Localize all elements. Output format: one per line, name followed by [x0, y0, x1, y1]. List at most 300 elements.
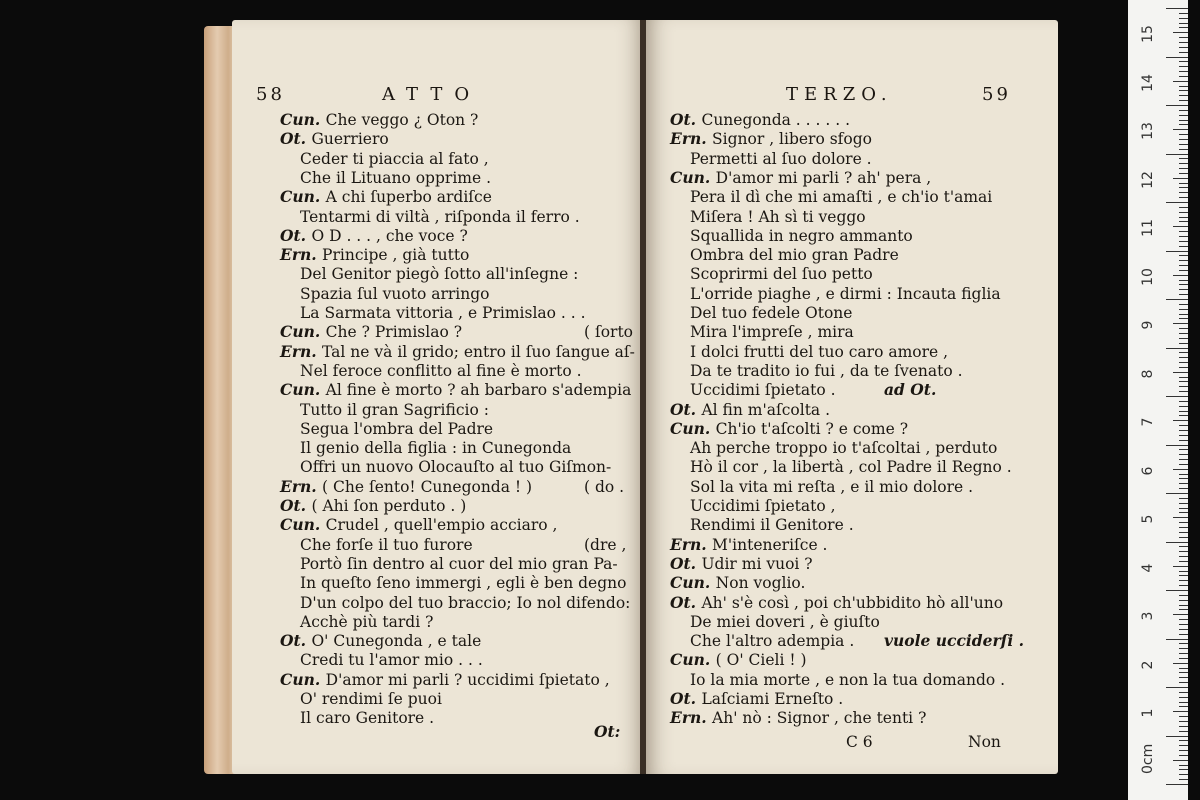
- ruler-tick: [1179, 779, 1188, 780]
- ruler-tick: [1166, 396, 1188, 397]
- right-text-line: [690, 361, 963, 381]
- ruler-tick: [1179, 498, 1188, 499]
- ruler-tick: [1179, 600, 1188, 601]
- ruler-tick: [1179, 95, 1188, 96]
- verse-text: Sol la vita mi reſta , e il mio dolore .: [690, 477, 974, 496]
- ruler-tick: [1179, 52, 1188, 53]
- speaker-label: Cun.: [280, 322, 326, 342]
- ruler-tick: [1179, 304, 1188, 305]
- right-text-line: [690, 264, 873, 284]
- ruler-tick: [1166, 687, 1188, 688]
- right-text-line: [690, 380, 836, 400]
- ruler-tick: [1179, 561, 1188, 562]
- speaker-label: Ern.: [670, 129, 713, 149]
- verse-text: Uccidimi ſpietato .: [690, 381, 836, 400]
- ruler-tick: [1179, 377, 1188, 378]
- ruler-tick: [1179, 706, 1188, 707]
- ruler-tick: [1179, 585, 1188, 586]
- ruler-tick: [1179, 173, 1188, 174]
- ruler-tick: [1179, 532, 1188, 533]
- ruler-tick: [1179, 769, 1188, 770]
- ruler-tick: [1173, 32, 1188, 33]
- ruler-tick: [1179, 217, 1188, 218]
- ruler-tick: [1179, 605, 1188, 606]
- ruler-label: 11: [1140, 219, 1156, 237]
- ruler-tick: [1179, 740, 1188, 741]
- ruler-tick: [1179, 726, 1188, 727]
- verse-text: ( O' Cieli ! ): [715, 651, 807, 670]
- ruler-tick: [1179, 66, 1188, 67]
- ruler-tick: [1166, 493, 1188, 494]
- left-text-line: [300, 554, 618, 574]
- ruler-tick: [1166, 348, 1188, 349]
- left-text-line: [300, 438, 571, 458]
- speaker-label: Cun.: [280, 669, 326, 689]
- ruler-tick: [1179, 328, 1188, 329]
- left-text-line: [300, 400, 489, 420]
- right-text-line: [690, 303, 852, 323]
- ruler-tick: [1179, 571, 1188, 572]
- left-text-line: [300, 457, 611, 477]
- ruler-tick: [1173, 420, 1188, 421]
- left-text-line: [300, 303, 586, 323]
- turnover-fragment: (dre ,: [584, 535, 627, 554]
- ruler-tick: [1166, 154, 1188, 155]
- left-text-line: [300, 207, 580, 227]
- ruler-tick: [1179, 381, 1188, 382]
- right-text-line: [690, 496, 836, 516]
- ruler-tick: [1179, 435, 1188, 436]
- verse-text: Che ? Primislao ?: [325, 323, 463, 342]
- ruler-tick: [1179, 260, 1188, 261]
- ruler-tick: [1179, 697, 1188, 698]
- verse-text: Tutto il gran Sagrificio :: [300, 400, 489, 419]
- ruler-tick: [1179, 629, 1188, 630]
- right-page-number: 59: [982, 84, 1011, 105]
- right-text-line: [670, 400, 830, 420]
- ruler-tick: [1166, 736, 1188, 737]
- ruler-label: 5: [1140, 514, 1156, 524]
- ruler-tick: [1179, 357, 1188, 358]
- ruler-tick: [1179, 478, 1188, 479]
- verse-text: Segua l'ombra del Padre: [300, 419, 494, 438]
- ruler-tick: [1166, 105, 1188, 106]
- verse-text: O' rendimi ſe puoi: [300, 690, 442, 708]
- ruler-tick: [1179, 61, 1188, 62]
- right-text-line: [690, 342, 948, 362]
- ruler-tick: [1179, 90, 1188, 91]
- verse-text: I dolci frutti del tuo caro amore ,: [690, 342, 949, 361]
- ruler-tick: [1179, 677, 1188, 678]
- ruler-tick: [1173, 663, 1188, 664]
- ruler-tick: [1179, 47, 1188, 48]
- verse-text: O' Cunegonda , e tale: [311, 632, 482, 651]
- ruler-tick: [1179, 527, 1188, 528]
- ruler-tick: [1179, 474, 1188, 475]
- verse-text: Squallida in negro ammanto: [690, 226, 913, 245]
- ruler-tick: [1179, 18, 1188, 19]
- ruler-tick: [1179, 352, 1188, 353]
- verse-text: Portò ſin dentro al cuor del mio gran Pa-: [300, 554, 618, 573]
- left-text-line: [300, 573, 626, 593]
- verse-text: Uccidimi ſpietato ,: [690, 497, 836, 515]
- left-text-line: [280, 187, 492, 207]
- right-text-line: [690, 322, 854, 342]
- turnover-fragment: ( do .: [584, 477, 625, 496]
- ruler-tick: [1179, 139, 1188, 140]
- ruler-label: 13: [1140, 122, 1156, 140]
- ruler-label: 4: [1140, 563, 1156, 572]
- ruler-tick: [1166, 445, 1188, 446]
- right-text-line: [670, 573, 805, 593]
- left-text-line: [300, 535, 473, 555]
- ruler-tick: [1173, 81, 1188, 82]
- right-text-line: [690, 631, 854, 651]
- verse-text: Ceder ti piaccia al fato ,: [300, 149, 489, 168]
- ruler-tick: [1179, 386, 1188, 387]
- ruler-tick: [1173, 566, 1188, 567]
- ruler-tick: [1179, 158, 1188, 159]
- verse-text: L'orride piaghe , e dirmi : Incauta figlia: [690, 284, 1001, 303]
- verse-text: Udir mi vuoi ?: [701, 554, 813, 573]
- ruler-tick: [1179, 411, 1188, 412]
- left-text-line: [300, 708, 434, 728]
- right-text-line: [690, 226, 913, 246]
- ruler-tick: [1173, 275, 1188, 276]
- verse-text: D'amor mi parli ? uccidimi ſpietato ,: [325, 670, 610, 689]
- right-running-head: TERZO.: [786, 84, 893, 105]
- right-text-line: [690, 515, 854, 535]
- verse-text: La Sarmata vittoria , e Primislao . . .: [300, 304, 586, 322]
- ruler-tick: [1173, 614, 1188, 615]
- ruler-tick: [1179, 575, 1188, 576]
- left-text-line: [300, 612, 433, 632]
- ruler-tick: [1179, 415, 1188, 416]
- speaker-label: Cun.: [280, 380, 326, 400]
- verse-text: Ombra del mio gran Padre: [690, 246, 899, 265]
- ruler-label: 6: [1140, 466, 1156, 475]
- speaker-label: Ern.: [280, 476, 323, 496]
- verse-text: Del Genitor piegò ſotto all'inſegne :: [300, 265, 579, 284]
- right-text-line: [670, 419, 908, 439]
- speaker-label: Ot.: [670, 110, 702, 129]
- ruler-tick: [1179, 440, 1188, 441]
- ruler-tick: [1179, 464, 1188, 465]
- speaker-label: Cun.: [280, 515, 326, 535]
- ruler-tick: [1179, 624, 1188, 625]
- speaker-label: Ot.: [670, 592, 702, 612]
- ruler-tick: [1179, 546, 1188, 547]
- ruler-tick: [1179, 314, 1188, 315]
- left-page: [232, 20, 644, 774]
- ruler-tick: [1179, 731, 1188, 732]
- speaker-label: Ern.: [280, 245, 323, 265]
- verse-text: Il genio della figlia : in Cunegonda: [300, 439, 572, 458]
- verse-text: Che forſe il tuo furore: [300, 535, 473, 554]
- left-text-line: [280, 477, 532, 497]
- verse-text: M'inteneriſce .: [712, 535, 828, 554]
- ruler-tick: [1179, 643, 1188, 644]
- verse-text: Rendimi il Genitore .: [690, 516, 854, 535]
- verse-text: Al fine è morto ? ah barbaro s'adempia: [325, 381, 632, 400]
- right-text-line: [690, 438, 997, 458]
- ruler-tick: [1179, 425, 1188, 426]
- verse-text: Permetti al ſuo dolore .: [690, 149, 872, 168]
- ruler-tick: [1179, 483, 1188, 484]
- ruler-tick: [1179, 716, 1188, 717]
- left-text-line: [300, 419, 493, 439]
- left-text-line: [280, 129, 389, 149]
- left-text-line: [280, 342, 635, 362]
- ruler-tick: [1179, 488, 1188, 489]
- left-text-line: [280, 322, 462, 342]
- verse-text: Cunegonda . . . . . .: [701, 111, 850, 129]
- ruler-label: 8: [1140, 369, 1156, 378]
- verse-text: Guerriero: [311, 130, 389, 149]
- ruler-tick: [1179, 265, 1188, 266]
- ruler-label: 15: [1140, 25, 1156, 43]
- speaker-label: Ot.: [670, 689, 702, 708]
- right-text-line: [670, 129, 872, 149]
- ruler-tick: [1173, 517, 1188, 518]
- ruler-label: 2: [1140, 660, 1156, 669]
- verse-text: D'amor mi parli ? ah' pera ,: [715, 168, 932, 187]
- ruler-label: 9: [1140, 320, 1156, 330]
- ruler-tick: [1179, 144, 1188, 145]
- ruler-tick: [1166, 299, 1188, 300]
- verse-text: Tentarmi di viltà , riſponda il ferro .: [300, 207, 580, 226]
- ruler-tick: [1173, 178, 1188, 179]
- ruler-tick: [1179, 280, 1188, 281]
- left-text-line: [300, 284, 490, 304]
- left-text-line: [280, 631, 481, 651]
- speaker-label: Ern.: [280, 341, 323, 361]
- ruler-tick: [1179, 634, 1188, 635]
- ruler-tick: [1179, 318, 1188, 319]
- ruler-tick: [1166, 784, 1188, 785]
- stage-direction: vuole ucciderſi .: [884, 631, 1025, 651]
- verse-text: ( Ahi ſon perduto . ): [311, 497, 467, 515]
- verse-text: Che veggo ¿ Oton ?: [325, 111, 479, 129]
- speaker-label: Ern.: [670, 708, 713, 728]
- ruler-tick: [1179, 338, 1188, 339]
- ruler-tick: [1173, 129, 1188, 130]
- verse-text: Principe , già tutto: [322, 246, 470, 265]
- ruler-tick: [1179, 556, 1188, 557]
- verse-text: ( Che ſento! Cunegonda ! ): [322, 477, 533, 496]
- ruler-tick: [1179, 284, 1188, 285]
- left-text-line: [300, 361, 582, 381]
- ruler-tick: [1166, 590, 1188, 591]
- right-text-line: [690, 477, 973, 497]
- ruler-tick: [1179, 289, 1188, 290]
- ruler-label: 3: [1140, 611, 1156, 621]
- speaker-label: Ot.: [280, 631, 312, 651]
- verse-text: De miei doveri , è giuſto: [690, 612, 880, 631]
- right-text-line: [670, 708, 926, 728]
- right-text-line: [690, 149, 872, 169]
- verse-text: D'un colpo del tuo braccio; Io nol difendo:: [300, 593, 631, 612]
- verse-text: Ah' s'è così , poi ch'ubbidito hò all'uno: [701, 593, 1004, 612]
- ruler-tick: [1179, 755, 1188, 756]
- ruler-tick: [1166, 542, 1188, 543]
- verse-text: O D . . . , che voce ?: [311, 226, 468, 245]
- verse-text: Signor , libero sfogo: [712, 130, 873, 149]
- ruler-tick: [1179, 367, 1188, 368]
- ruler-tick: [1179, 401, 1188, 402]
- verse-text: Ah' nò : Signor , che tenti ?: [712, 709, 927, 728]
- verse-text: Crudel , quell'empio acciaro ,: [325, 516, 558, 535]
- ruler-tick: [1179, 362, 1188, 363]
- ruler-tick: [1179, 115, 1188, 116]
- ruler-tick: [1179, 512, 1188, 513]
- ruler-tick: [1179, 294, 1188, 295]
- left-text-line: [280, 380, 631, 400]
- ruler-tick: [1179, 231, 1188, 232]
- ruler-tick: [1179, 454, 1188, 455]
- ruler-tick: [1166, 57, 1188, 58]
- left-text-line: [280, 515, 557, 535]
- verse-text: Il caro Genitore .: [300, 709, 435, 728]
- ruler-tick: [1173, 469, 1188, 470]
- ruler-tick: [1179, 430, 1188, 431]
- verse-text: Al fin m'aſcolta .: [701, 400, 831, 419]
- ruler-tick: [1179, 745, 1188, 746]
- ruler-tick: [1179, 619, 1188, 620]
- ruler-tick: [1179, 721, 1188, 722]
- left-catchword: Ot:: [594, 722, 621, 741]
- ruler-tick: [1179, 449, 1188, 450]
- ruler-tick: [1179, 27, 1188, 28]
- speaker-label: Cun.: [670, 573, 716, 593]
- ruler-tick: [1179, 682, 1188, 683]
- signature-mark: C 6: [846, 733, 873, 751]
- ruler-label: 14: [1140, 73, 1156, 92]
- ruler-tick: [1179, 212, 1188, 213]
- ruler-tick: [1179, 124, 1188, 125]
- verse-text: Laſciami Erneſto .: [701, 690, 844, 708]
- verse-text: Non voglio.: [715, 574, 806, 593]
- speaker-label: Ot.: [280, 129, 312, 149]
- verse-text: Credi tu l'amor mio . . .: [300, 651, 483, 670]
- right-text-line: [690, 284, 1001, 304]
- ruler-tick: [1179, 183, 1188, 184]
- ruler-tick: [1179, 110, 1188, 111]
- ruler-tick: [1166, 251, 1188, 252]
- left-running-head: ATTO: [382, 84, 482, 105]
- right-text-line: [670, 650, 807, 670]
- stage-direction: ad Ot.: [884, 380, 937, 400]
- right-text-line: [690, 612, 880, 632]
- ruler-tick: [1179, 580, 1188, 581]
- right-text-line: [690, 245, 899, 265]
- ruler-tick: [1179, 100, 1188, 101]
- ruler-tick: [1179, 76, 1188, 77]
- ruler-tick: [1179, 595, 1188, 596]
- ruler-tick: [1179, 653, 1188, 654]
- left-text-line: [300, 689, 442, 709]
- verse-text: Hò il cor , la libertà , col Padre il Regno .: [690, 458, 1012, 477]
- ruler-tick: [1179, 459, 1188, 460]
- ruler-label: 0cm: [1140, 743, 1156, 774]
- verse-text: Da te tradito io fui , da te ſvenato .: [690, 361, 963, 380]
- ruler-tick: [1173, 711, 1188, 712]
- ruler-tick: [1179, 692, 1188, 693]
- verse-text: Mira l'impreſe , mira: [690, 323, 854, 342]
- speaker-label: Cun.: [280, 110, 326, 129]
- ruler-tick: [1179, 221, 1188, 222]
- verse-text: A chi ſuperbo ardiſce: [325, 188, 492, 207]
- ruler-tick: [1179, 658, 1188, 659]
- speaker-label: Ot.: [280, 225, 312, 245]
- verse-text: In queſto ſeno immergi , egli è ben degno: [300, 574, 627, 593]
- left-text-line: [280, 496, 466, 516]
- ruler-tick: [1179, 23, 1188, 24]
- right-text-line: [690, 187, 992, 207]
- ruler-tick: [1179, 187, 1188, 188]
- ruler-tick: [1166, 8, 1188, 9]
- ruler-tick: [1179, 270, 1188, 271]
- ruler-tick: [1179, 309, 1188, 310]
- verse-text: Spazia ſul vuoto arringo: [300, 284, 490, 303]
- ruler-label: 7: [1140, 417, 1156, 427]
- verse-text: Ch'io t'aſcolti ? e come ?: [715, 419, 908, 438]
- verse-text: Pera il dì che mi amaſti , e ch'io t'amai: [690, 188, 993, 207]
- right-text-line: [670, 168, 931, 188]
- ruler-tick: [1179, 391, 1188, 392]
- ruler-tick: [1179, 609, 1188, 610]
- right-catchword: Non: [968, 733, 1001, 751]
- verse-text: Scoprirmi del ſuo petto: [690, 265, 873, 284]
- verse-text: Miſera ! Ah sì ti veggo: [690, 207, 866, 226]
- ruler-tick: [1179, 551, 1188, 552]
- speaker-label: Cun.: [670, 418, 716, 438]
- ruler-tick: [1179, 537, 1188, 538]
- right-text-line: [670, 689, 843, 709]
- verse-text: Nel feroce conflitto al fine è morto .: [300, 361, 582, 380]
- speaker-label: Ern.: [670, 534, 713, 554]
- ruler-tick: [1179, 508, 1188, 509]
- ruler-tick: [1179, 120, 1188, 121]
- ruler-label: 10: [1140, 267, 1156, 286]
- ruler-tick: [1179, 13, 1188, 14]
- ruler-tick: [1179, 246, 1188, 247]
- right-text-line: [670, 593, 1003, 613]
- turnover-fragment: ( ſorto: [584, 323, 634, 342]
- left-text-line: [280, 245, 469, 265]
- ruler-tick: [1179, 503, 1188, 504]
- ruler-tick: [1179, 343, 1188, 344]
- left-text-line: [300, 650, 483, 670]
- ruler-tick: [1179, 86, 1188, 87]
- speaker-label: Ot.: [670, 399, 702, 419]
- right-page: [646, 20, 1058, 774]
- ruler-tick: [1179, 406, 1188, 407]
- ruler-tick: [1179, 134, 1188, 135]
- ruler-tick: [1166, 202, 1188, 203]
- ruler-tick: [1179, 765, 1188, 766]
- left-text-line: [300, 264, 578, 284]
- ruler-tick: [1179, 522, 1188, 523]
- ruler-tick: [1179, 197, 1188, 198]
- ruler-tick: [1179, 241, 1188, 242]
- ruler-tick: [1173, 226, 1188, 227]
- speaker-label: Ot.: [280, 496, 312, 515]
- ruler-tick: [1173, 372, 1188, 373]
- speaker-label: Ot.: [670, 553, 702, 573]
- ruler-tick: [1166, 639, 1188, 640]
- right-text-line: [670, 110, 850, 130]
